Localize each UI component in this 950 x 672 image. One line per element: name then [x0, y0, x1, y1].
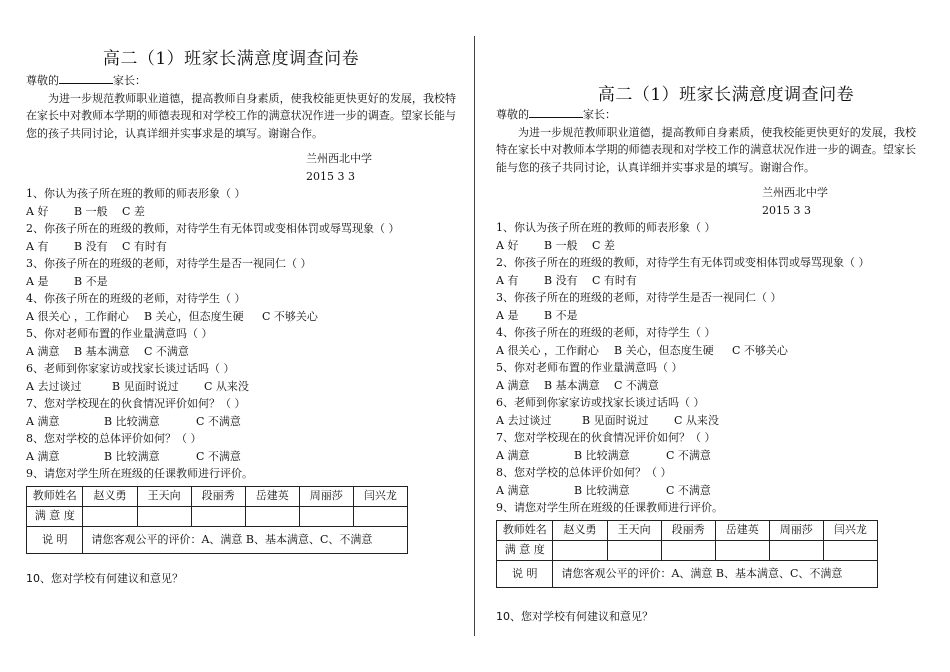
options-8	[26, 448, 456, 466]
teacher-evaluation-table	[26, 486, 408, 554]
question-3: 3、你孩子所在的班级的老师，对待学生是否一视同仁（ ）	[26, 257, 312, 270]
satisfaction-cell[interactable]	[245, 506, 299, 526]
options-4	[26, 308, 456, 326]
option: B 比较满意	[104, 414, 160, 428]
question-1: 1、你认为孩子所在班的教师的师表形象（ ）	[26, 187, 246, 200]
option: C 不满意	[666, 483, 711, 497]
option: C 不满意	[144, 344, 189, 358]
option: A 很关心 ，工作耐心	[26, 309, 129, 323]
option: A 满意	[26, 344, 60, 358]
question-2: 2、你孩子所在的班级的教师，对待学生有无体罚或变相体罚或辱骂现象（ ）	[496, 256, 870, 269]
option: B 比较满意	[574, 448, 630, 462]
teacher-name: 周丽莎	[769, 520, 823, 540]
options-5	[496, 377, 916, 395]
teacher-name: 段丽秀	[661, 520, 715, 540]
table-row	[27, 526, 408, 553]
option: A 去过谈过	[26, 379, 82, 393]
option: B 比较满意	[574, 483, 630, 497]
option: B 见面时说过	[582, 413, 649, 427]
satisfaction-cell[interactable]	[823, 540, 877, 560]
option: A 满意	[26, 449, 60, 463]
option: C 不满意	[666, 448, 711, 462]
satisfaction-cell[interactable]	[715, 540, 769, 560]
question-1: 1、你认为孩子所在班的教师的师表形象（ ）	[496, 221, 716, 234]
question-8: 8、您对学校的总体评价如何？（ ）	[26, 432, 202, 445]
question-9: 9、请您对学生所在班级的任课教师进行评价。	[496, 501, 723, 514]
table-row	[497, 540, 878, 560]
spacer	[496, 176, 916, 184]
option: A 满意	[496, 378, 530, 392]
intro-paragraph: 为进一步规范教师职业道德，提高教师自身素质，使我校能更快更好的发展，我校特在家长中对教师本学期的师德表现和对学校工作的满意状况作进一步的调查。望家长能与您的孩子共同讨论，认真详细并实事求是的填写。谢谢合作。	[26, 91, 456, 140]
options-7	[26, 413, 456, 431]
table-row	[27, 486, 408, 506]
question-2: 2、你孩子所在的班级的教师，对待学生有无体罚或变相体罚或辱骂现象（ ）	[26, 222, 400, 235]
satisfaction-label: 满 意 度	[497, 540, 553, 560]
option: A 好	[26, 204, 49, 218]
teacher-name: 周丽莎	[299, 486, 353, 506]
teacher-name: 赵义勇	[83, 486, 137, 506]
option: C 从来没	[674, 413, 719, 427]
survey-date: 2015 3 3	[762, 203, 811, 217]
options-1	[26, 203, 456, 221]
option: C 有时有	[592, 273, 637, 287]
satisfaction-cell[interactable]	[299, 506, 353, 526]
page-divider-line	[474, 36, 475, 636]
teacher-name: 岳建英	[715, 520, 769, 540]
intro-paragraph: 为进一步规范教师职业道德，提高教师自身素质，使我校能更快更好的发展，我校特在家长中对教师本学期的师德表现和对学校工作的满意状况作进一步的调查。望家长能与您的孩子共同讨论，认真详细并实事求是的填写。谢谢合作。	[496, 125, 916, 174]
teacher-name: 王天向	[137, 486, 191, 506]
question-7: 7、您对学校现在的伙食情况评价如何？（ ）	[496, 431, 716, 444]
greeting-suffix: 家长：	[113, 74, 146, 87]
greeting	[26, 72, 456, 90]
option: B 基本满意	[544, 378, 600, 392]
greeting	[496, 106, 916, 124]
survey-body	[26, 72, 456, 587]
question-6: 6、老师到你家家访或找家长谈过话吗（ ）	[496, 396, 705, 409]
name-blank	[529, 106, 583, 118]
satisfaction-cell[interactable]	[769, 540, 823, 560]
option: A 很关心 ，工作耐心	[496, 343, 599, 357]
teacher-name: 岳建英	[245, 486, 299, 506]
option: B 关心，但态度生硬	[144, 309, 244, 323]
survey-title: 高二（1）班家长满意度调查问卷	[102, 49, 360, 69]
option: C 不满意	[614, 378, 659, 392]
options-3	[496, 307, 916, 325]
survey-date: 2015 3 3	[306, 169, 355, 183]
option: A 满意	[26, 414, 60, 428]
school-name: 兰州西北中学	[306, 152, 372, 165]
options-4	[496, 342, 916, 360]
spacer	[26, 142, 456, 150]
option: B 见面时说过	[112, 379, 179, 393]
options-2	[26, 238, 456, 256]
question-4: 4、你孩子所在的班级的老师，对待学生（ ）	[26, 292, 246, 305]
options-1	[496, 237, 916, 255]
options-2	[496, 272, 916, 290]
teacher-name: 闫兴龙	[823, 520, 877, 540]
greeting-prefix: 尊敬的	[496, 108, 529, 121]
option: A 是	[496, 308, 519, 322]
header-label: 教师姓名	[497, 520, 553, 540]
option: B 不是	[74, 274, 108, 288]
option: B 关心，但态度生硬	[614, 343, 714, 357]
options-5	[26, 343, 456, 361]
options-6	[496, 412, 916, 430]
option: B 没有	[74, 239, 108, 253]
satisfaction-cell[interactable]	[191, 506, 245, 526]
option: C 有时有	[122, 239, 167, 253]
option: C 不够关心	[732, 343, 788, 357]
option: C 不满意	[196, 449, 241, 463]
option: C 从来没	[204, 379, 249, 393]
teacher-evaluation-table	[496, 520, 878, 588]
option: C 差	[592, 238, 615, 252]
note-label: 说 明	[497, 560, 553, 587]
question-4: 4、你孩子所在的班级的老师，对待学生（ ）	[496, 326, 716, 339]
option: B 比较满意	[104, 449, 160, 463]
greeting-prefix: 尊敬的	[26, 74, 59, 87]
options-3	[26, 273, 456, 291]
question-5: 5、你对老师布置的作业量满意吗（ ）	[26, 327, 213, 340]
survey-body	[496, 106, 916, 625]
option: B 没有	[544, 273, 578, 287]
option: A 好	[496, 238, 519, 252]
evaluation-note: 请您客观公平的评价：A、满意 B、基本满意、C、不满意	[553, 560, 878, 587]
question-6: 6、老师到你家家访或找家长谈过话吗（ ）	[26, 362, 235, 375]
option: B 不是	[544, 308, 578, 322]
teacher-name: 段丽秀	[191, 486, 245, 506]
question-10: 10、您对学校有何建议和意见？	[26, 571, 183, 585]
satisfaction-cell[interactable]	[661, 540, 715, 560]
satisfaction-cell[interactable]	[553, 540, 607, 560]
name-blank	[59, 72, 113, 84]
option: B 一般	[544, 238, 578, 252]
question-8: 8、您对学校的总体评价如何？（ ）	[496, 466, 672, 479]
option: A 满意	[496, 483, 530, 497]
options-6	[26, 378, 456, 396]
question-10: 10、您对学校有何建议和意见？	[496, 609, 653, 623]
option: A 有	[26, 239, 49, 253]
option: C 不够关心	[262, 309, 318, 323]
teacher-name: 闫兴龙	[353, 486, 407, 506]
evaluation-note: 请您客观公平的评价：A、满意 B、基本满意、C、不满意	[83, 526, 408, 553]
satisfaction-cell[interactable]	[353, 506, 407, 526]
option: A 是	[26, 274, 49, 288]
table-row	[497, 520, 878, 540]
note-label: 说 明	[27, 526, 83, 553]
satisfaction-cell[interactable]	[83, 506, 137, 526]
option: C 差	[122, 204, 145, 218]
satisfaction-cell[interactable]	[137, 506, 191, 526]
question-7: 7、您对学校现在的伙食情况评价如何？（ ）	[26, 397, 246, 410]
option: A 去过谈过	[496, 413, 552, 427]
teacher-name: 赵义勇	[553, 520, 607, 540]
table-row	[497, 560, 878, 587]
option: A 有	[496, 273, 519, 287]
teacher-name: 王天向	[607, 520, 661, 540]
school-name: 兰州西北中学	[762, 186, 828, 199]
question-5: 5、你对老师布置的作业量满意吗（ ）	[496, 361, 683, 374]
satisfaction-cell[interactable]	[607, 540, 661, 560]
option: A 满意	[496, 448, 530, 462]
option: B 基本满意	[74, 344, 130, 358]
question-3: 3、你孩子所在的班级的老师，对待学生是否一视同仁（ ）	[496, 291, 782, 304]
satisfaction-label: 满 意 度	[27, 506, 83, 526]
table-row	[27, 506, 408, 526]
options-8	[496, 482, 916, 500]
header-label: 教师姓名	[27, 486, 83, 506]
option: B 一般	[74, 204, 108, 218]
greeting-suffix: 家长：	[583, 108, 616, 121]
question-9: 9、请您对学生所在班级的任课教师进行评价。	[26, 467, 253, 480]
survey-title: 高二（1）班家长满意度调查问卷	[597, 85, 855, 105]
option: C 不满意	[196, 414, 241, 428]
options-7	[496, 447, 916, 465]
